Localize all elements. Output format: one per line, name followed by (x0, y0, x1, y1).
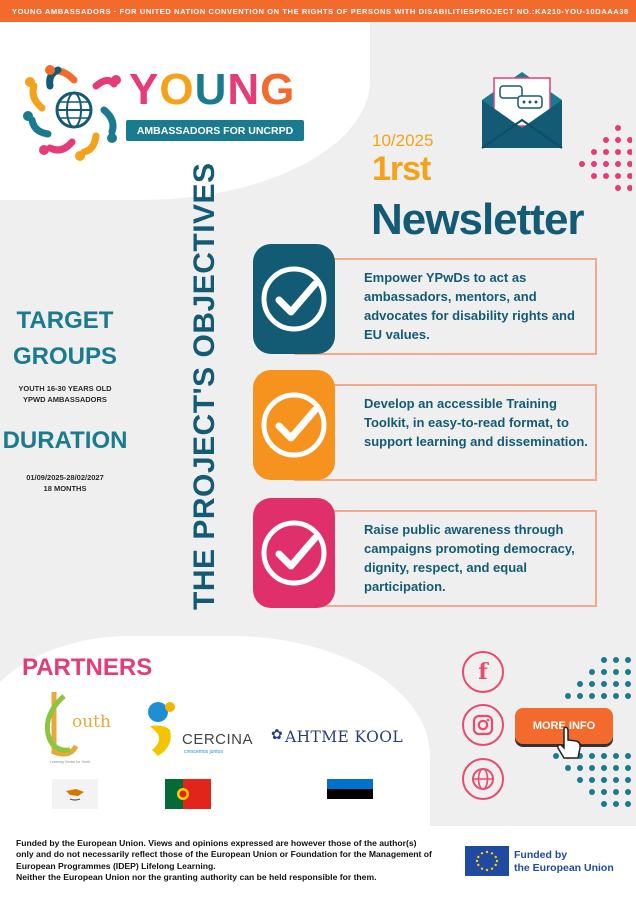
objective-text: Raise public awareness through campaigns promoting democracy, dignity, respect, and equal participation. (364, 522, 575, 594)
envelope-icon (478, 68, 566, 150)
newsletter-title: Newsletter (371, 195, 584, 244)
youth-logo-subtitle: Learning Centre for Youth (50, 760, 90, 764)
check-icon (253, 244, 335, 354)
logo-subtitle: AMBASSADORS FOR UNCRPD (126, 120, 304, 141)
estonia-flag-icon (327, 779, 373, 809)
objective-text: Empower YPwDs to act as ambassadors, mentors, and advocates for disability rights and EU values. (364, 270, 575, 342)
facebook-link[interactable] (462, 651, 504, 693)
duration-length: 18 MONTHS (43, 484, 87, 493)
check-icon (253, 370, 335, 480)
objective-check-tile (253, 244, 335, 354)
objective-card (294, 384, 597, 481)
logo-letter: O (159, 65, 195, 114)
top-bar (0, 0, 636, 22)
logo-letter: Y (129, 65, 160, 114)
globe-icon (471, 767, 495, 791)
cyprus-flag-icon (52, 779, 98, 809)
youth-centre-logo (40, 690, 120, 770)
objective-check-tile (253, 498, 335, 608)
instagram-icon (472, 714, 494, 736)
objective-check-tile (253, 370, 335, 480)
logo-letter: G (260, 65, 296, 114)
decorative-dots-icon (566, 120, 632, 192)
youth-logo-text: outh (72, 712, 111, 732)
pointer-hand-icon (554, 726, 584, 760)
issue-date: 10/2025 (372, 131, 434, 150)
logo-letter: U (194, 65, 228, 114)
logo-letter: N (227, 65, 261, 114)
eu-flag-icon (465, 846, 509, 876)
website-link[interactable] (462, 758, 504, 800)
portugal-flag-icon (165, 779, 211, 809)
cercina-name: CERCINA (182, 731, 254, 748)
objective-card (294, 258, 597, 355)
cercina-figure-icon (144, 700, 178, 758)
logo-title (129, 65, 296, 114)
instagram-link[interactable] (462, 704, 504, 746)
objectives-section-title: THE PROJECT'S OBJECTIVES (188, 162, 221, 610)
partners-title: PARTNERS (22, 654, 153, 681)
objective-card (294, 510, 597, 607)
issue-number: 1rst (372, 150, 431, 188)
check-icon (253, 498, 335, 608)
cercina-logo (144, 700, 254, 760)
disclaimer-text: Funded by the European Union. Views and opinions expressed are however those of the author(s) only and do not necessarily reflect those of the European Union or Foundation for the Management of European Programmes (IDEP) Lifelong Learning. (16, 838, 432, 871)
logo-emblem-icon (22, 58, 126, 162)
target-group-item: YOUTH 16-30 YEARS OLD (18, 384, 112, 393)
daisy-icon: ✿ (271, 726, 283, 742)
eu-funding-line: the European Union (514, 862, 614, 874)
disclaimer-text: Neither the European Union nor the granting authority can be held responsible for them. (16, 872, 377, 883)
target-groups-title-line1: TARGET (16, 307, 114, 334)
target-groups-title-line2: GROUPS (12, 343, 117, 370)
objective-text: Develop an accessible Training Toolkit, in easy-to-read format, to support learning and dissemination. (364, 396, 588, 449)
eu-funding-label (514, 849, 614, 875)
duration-title: DURATION (2, 427, 128, 454)
target-group-item: YPWD AMBASSADORS (23, 395, 107, 404)
funding-disclaimer (16, 838, 436, 884)
cercina-tagline: crescemos juntos (184, 749, 223, 755)
project-number: PROJECT NO.:KA210-YOU-10DAAA38 (474, 6, 629, 16)
more-info-label: MORE INFO (532, 720, 596, 732)
top-bar-left-text: YOUNG AMBASSADORS · FOR UNITED NATION CONVENTION ON THE RIGHTS OF PERSONS WITH DISABILITIES (12, 6, 475, 16)
facebook-icon: f (478, 659, 488, 685)
duration-dates: 01/09/2025-28/02/2027 (26, 473, 104, 482)
eu-funding-line: Funded by (514, 849, 568, 861)
ahtme-kool-name: AHTME KOOL (285, 728, 404, 746)
